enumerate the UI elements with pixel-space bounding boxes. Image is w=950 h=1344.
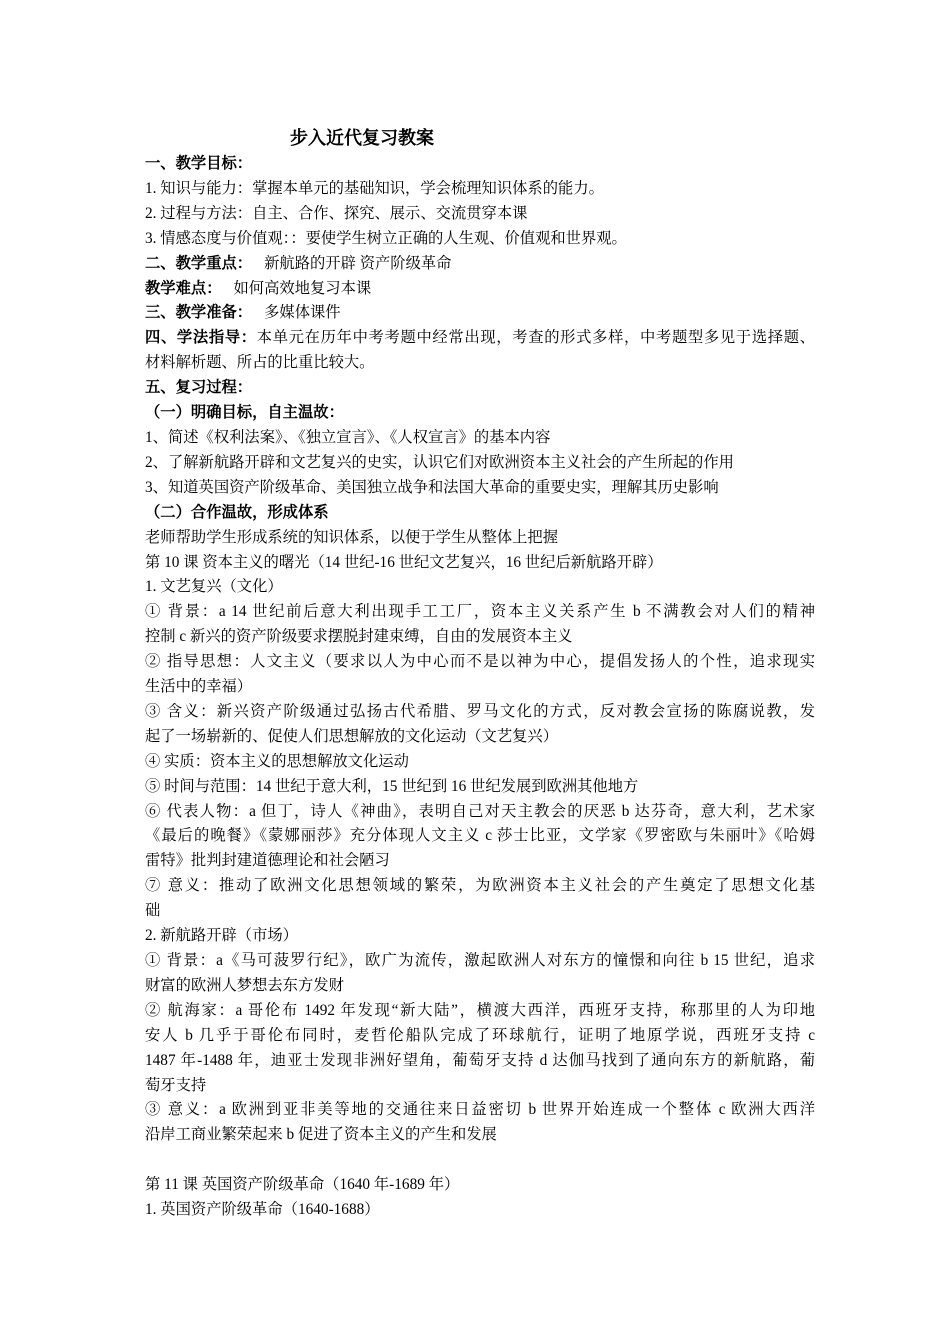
text-line (145, 1074, 815, 1099)
line-text: ⑤ 时间与范围：14 世纪于意大利，15 世纪到 16 世纪发展到欧洲其他地方 (145, 777, 639, 795)
line-text: 本单元在历年中考考题中经常出现，考查的形式多样，中考题型多见于选择题、 (256, 329, 815, 347)
line-text: 2. 过程与方法：自主、合作、探究、展示、交流贯穿本课 (145, 204, 528, 222)
line-text: （二）合作温故，形成体系 (145, 503, 329, 521)
text-line (145, 824, 815, 849)
text-line (145, 1123, 815, 1148)
text-line (145, 426, 815, 451)
line-text: 如何高效地复习本课 (233, 279, 372, 297)
text-line (145, 999, 815, 1024)
text-line (145, 750, 815, 775)
text-line (145, 551, 815, 576)
text-line (145, 949, 815, 974)
line-text: 一、教学目标： (145, 155, 253, 172)
text-line (145, 924, 815, 949)
line-text: ③ 含义：新兴资产阶级通过弘扬古代希腊、罗马文化的方式，反对教会宣扬的陈腐说教，发 (145, 702, 815, 720)
text-line (145, 700, 815, 725)
text-line (145, 800, 815, 825)
line-text: 《最后的晚餐》《蒙娜丽莎》充分体现人文主义 c 莎士比亚，文学家《罗密欧与朱丽叶》《哈姆 (145, 827, 815, 845)
line-text: ③ 意义：a 欧洲到亚非美等地的交通往来日益密切 b 世界开始连成一个整体 c 欧洲大西洋 (145, 1101, 815, 1119)
line-text: 第 11 课 英国资产阶级革命（1640 年-1689 年） (145, 1176, 460, 1194)
line-text: 安人 b 几乎于哥伦布同时，麦哲伦船队完成了环球航行，证明了地原学说，西班牙支持 c (145, 1026, 815, 1044)
text-line (145, 899, 815, 924)
line-label: 教学难点： (145, 279, 222, 297)
line-text: 雷特》批判封建道德理论和社会陋习 (145, 852, 390, 870)
text-line (145, 874, 815, 899)
line-text: 1. 文艺复兴（文化） (145, 578, 283, 596)
text-line (145, 775, 815, 800)
line-text: 1487 年-1488 年，迪亚士发现非洲好望角，葡萄牙支持 d 达伽马找到了通向东方的新航路，葡 (145, 1051, 815, 1069)
text-line (145, 600, 815, 625)
line-text: 2、了解新航路开辟和文艺复兴的史实，认识它们对欧洲资本主义社会的产生所起的作用 (145, 453, 734, 471)
text-line (145, 277, 815, 302)
line-text: 1、简述《权利法案》、《独立宣言》、《人权宣言》的基本内容 (145, 428, 551, 446)
text-line (145, 501, 815, 526)
line-label: 二、教学重点： (145, 254, 253, 272)
text-line (145, 1173, 815, 1198)
text-line (145, 1024, 815, 1049)
text-line (145, 575, 815, 600)
line-label: 四、学法指导： (145, 329, 257, 347)
text-line (145, 326, 815, 351)
text-line (145, 675, 815, 700)
line-text: ④ 实质：资本主义的思想解放文化运动 (145, 752, 409, 770)
line-text: 沿岸工商业繁荣起来 b 促进了资本主义的产生和发展 (145, 1126, 497, 1144)
text-line (145, 152, 815, 177)
line-text: 老师帮助学生形成系统的知识体系，以便于学生从整体上把握 (145, 528, 559, 546)
text-line (145, 476, 815, 501)
text-line (145, 301, 815, 326)
text-line (145, 177, 815, 202)
line-text: 生活中的幸福） (145, 678, 253, 696)
line-text: 新航路的开辟 资产阶级革命 (264, 254, 452, 272)
line-label: 三、教学准备： (145, 304, 253, 322)
line-text: 五、复习过程： (145, 379, 253, 397)
text-line (145, 227, 815, 252)
line-text: 财富的欧洲人梦想去东方发财 (145, 976, 344, 994)
line-text: 起了一场崭新的、促使人们思想解放的文化运动（文艺复兴） (145, 727, 559, 745)
text-line (145, 401, 815, 426)
line-text: 础 (145, 902, 161, 920)
text-line (145, 725, 815, 750)
text-line (145, 1049, 815, 1074)
line-text: 3、知道英国资产阶级革命、美国独立战争和法国大革命的重要史实，理解其历史影响 (145, 478, 719, 496)
line-text: ② 指导思想：人文主义（要求以人为中心而不是以神为中心，提倡发扬人的个性，追求现实 (145, 653, 815, 671)
line-text: （一）明确目标，自主温故： (145, 404, 344, 422)
text-line (145, 650, 815, 675)
line-text: ① 背景：a《马可菠罗行纪》，欧广为流传，激起欧洲人对东方的憧憬和向往 b 15 世纪，追求 (145, 952, 815, 969)
line-text: 材料解析题、所占的比重比较大。 (145, 354, 375, 372)
line-text: ⑦ 意义：推动了欧洲文化思想领域的繁荣，为欧洲资本主义社会的产生奠定了思想文化基 (145, 877, 815, 895)
document-body (145, 152, 815, 1223)
document-title: 步入近代复习教案 (290, 128, 434, 148)
text-line (145, 1098, 815, 1123)
text-line (145, 202, 815, 227)
text-line (145, 526, 815, 551)
line-text: 1. 知识与能力：掌握本单元的基础知识，学会梳理知识体系的能力。 (145, 179, 604, 197)
line-text: 3. 情感态度与价值观：：要使学生树立正确的人生观、价值观和世界观。 (145, 229, 627, 247)
text-line (145, 974, 815, 999)
text-line (145, 1198, 815, 1223)
blank-line (145, 1148, 815, 1173)
line-text: ① 背景：a 14 世纪前后意大利出现手工工厂，资本主义关系产生 b 不满教会对人们的精神 (145, 603, 815, 621)
text-line (145, 451, 815, 476)
text-line (145, 376, 815, 401)
line-text: ② 航海家：a 哥伦布 1492 年发现“新大陆”，横渡大西洋，西班牙支持，称那里的人为印地 (145, 1001, 815, 1019)
text-line (145, 625, 815, 650)
line-text: ⑥ 代表人物：a 但丁，诗人《神曲》，表明自己对天主教会的厌恶 b 达芬奇，意大利，艺术家 (145, 802, 815, 820)
line-text: 多媒体课件 (264, 304, 341, 322)
line-text: 萄牙支持 (145, 1076, 207, 1094)
text-line (145, 252, 815, 277)
line-text: 1. 英国资产阶级革命（1640-1688） (145, 1201, 380, 1219)
line-text: 第 10 课 资本主义的曙光（14 世纪-16 世纪文艺复兴，16 世纪后新航路开辟） (145, 553, 663, 571)
line-text: 2. 新航路开辟（市场） (145, 927, 298, 945)
text-line (145, 849, 815, 874)
text-line (145, 351, 815, 376)
line-text: 控制 c 新兴的资产阶级要求摆脱封建束缚，自由的发展资本主义 (145, 628, 573, 646)
